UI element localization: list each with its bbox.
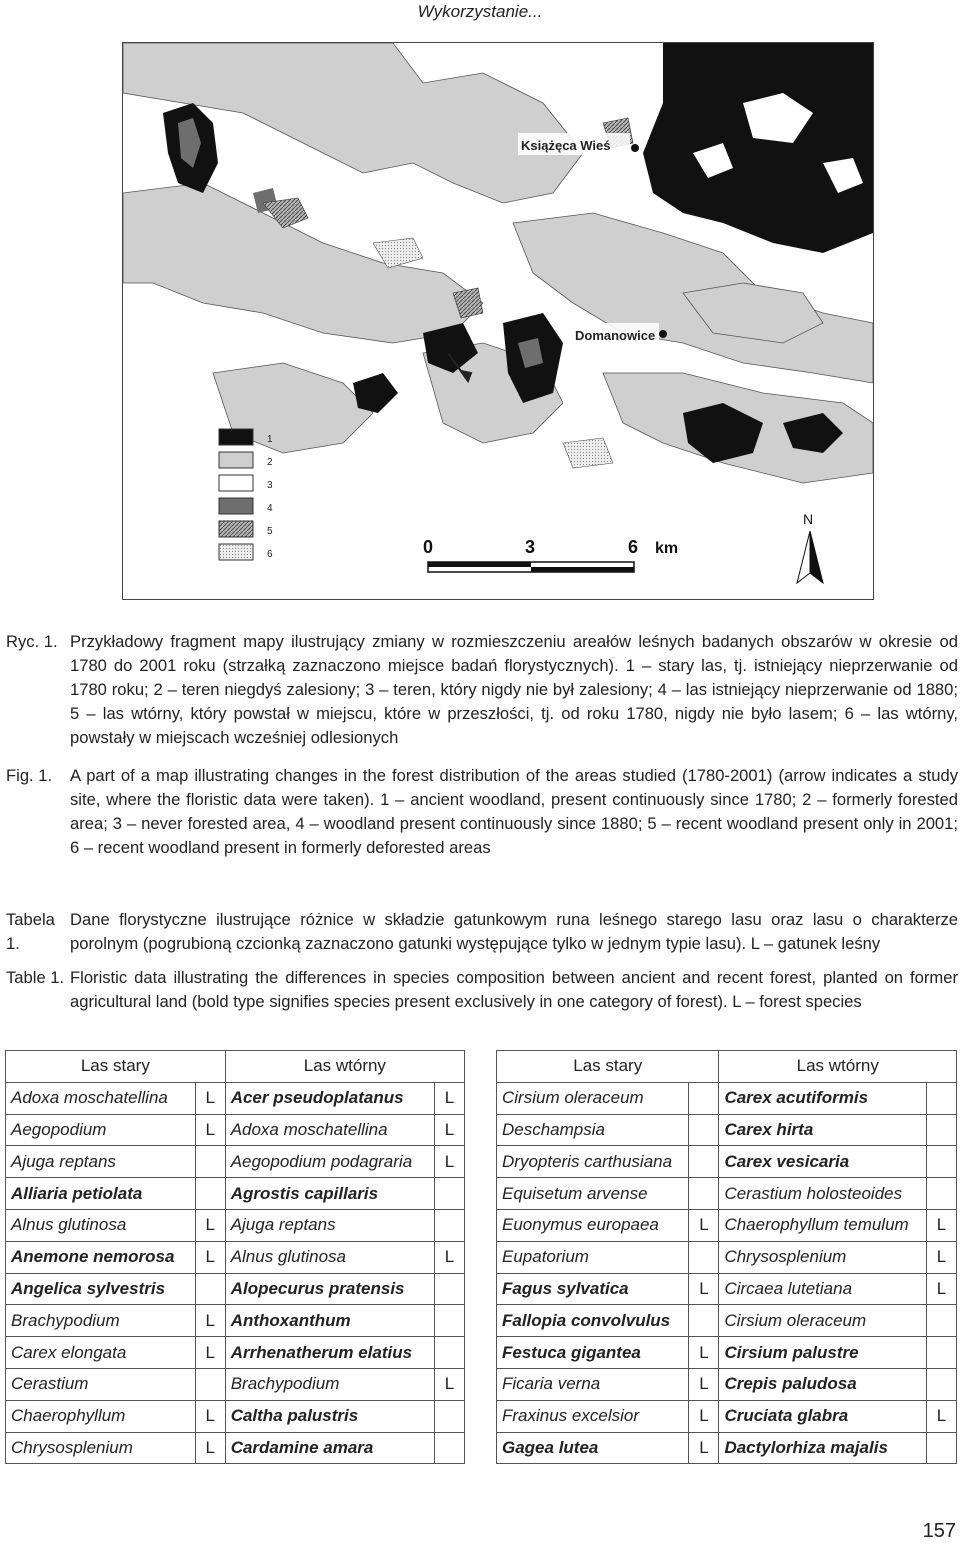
recent-forest-flag-cell bbox=[435, 1432, 465, 1464]
north-label: N bbox=[803, 511, 814, 527]
recent-forest-flag-cell: L bbox=[435, 1368, 465, 1400]
north-arrow-icon bbox=[797, 511, 823, 583]
ancient-species-cell: Anemone nemorosa bbox=[6, 1241, 196, 1273]
recent-forest-flag-cell: L bbox=[927, 1273, 957, 1305]
table-row bbox=[497, 1241, 957, 1273]
ancient-forest-flag-cell: L bbox=[689, 1337, 719, 1369]
recent-forest-flag-cell: L bbox=[927, 1400, 957, 1432]
table-row bbox=[497, 1082, 957, 1114]
ancient-species-cell: Dryopteris carthusiana bbox=[497, 1146, 689, 1178]
scale-label-0: 0 bbox=[423, 537, 434, 557]
recent-forest-flag-cell bbox=[927, 1114, 957, 1146]
table-caption-text: Dane florystyczne ilustrujące różnice w składzie gatunkowym runa leśnego starego lasu oraz lasu o charakterze porolnym (pogrubioną czcionką zaznaczono gatunki występujące tylko w jednym typie lasu). L – gatunek leśny bbox=[70, 910, 958, 953]
map-graphic bbox=[123, 43, 873, 599]
ancient-forest-flag-cell: L bbox=[689, 1273, 719, 1305]
recent-forest-flag-cell bbox=[927, 1432, 957, 1464]
table-row bbox=[6, 1114, 465, 1146]
table-row bbox=[6, 1082, 465, 1114]
ancient-species-cell: Gagea lutea bbox=[497, 1432, 689, 1464]
ancient-species-cell: Fraxinus excelsior bbox=[497, 1400, 689, 1432]
ancient-forest-flag-cell: L bbox=[689, 1209, 719, 1241]
table-caption-text: Floristic data illustrating the differences in species composition between ancient and recent forest, planted on former agricultural land (bold type signifies species present exclusively in one category of forest). L – forest species bbox=[70, 968, 958, 1011]
ancient-forest-flag-cell: L bbox=[195, 1114, 225, 1146]
recent-forest-flag-cell bbox=[927, 1368, 957, 1400]
recent-forest-flag-cell: L bbox=[435, 1114, 465, 1146]
recent-species-cell: Circaea lutetiana bbox=[719, 1273, 927, 1305]
recent-species-cell: Carex hirta bbox=[719, 1114, 927, 1146]
ancient-species-cell: Angelica sylvestris bbox=[6, 1273, 196, 1305]
ancient-forest-flag-cell: L bbox=[195, 1432, 225, 1464]
recent-forest-flag-cell: L bbox=[435, 1146, 465, 1178]
ancient-forest-flag-cell: L bbox=[195, 1305, 225, 1337]
table-caption-label: Tabela 1. bbox=[6, 910, 55, 953]
recent-species-cell: Dactylorhiza majalis bbox=[719, 1432, 927, 1464]
ancient-species-cell: Chrysosplenium bbox=[6, 1432, 196, 1464]
recent-forest-flag-cell bbox=[435, 1337, 465, 1369]
ancient-forest-flag-cell bbox=[689, 1114, 719, 1146]
table-row bbox=[6, 1305, 465, 1337]
recent-species-cell: Acer pseudoplatanus bbox=[225, 1082, 434, 1114]
figure-caption-english bbox=[6, 764, 958, 860]
table-row bbox=[6, 1400, 465, 1432]
ancient-species-cell: Fagus sylvatica bbox=[497, 1273, 689, 1305]
table-row bbox=[497, 1114, 957, 1146]
column-header-recent: Las wtórny bbox=[225, 1051, 464, 1083]
recent-forest-flag-cell bbox=[435, 1305, 465, 1337]
figure-caption-text: Przykładowy fragment mapy ilustrujący zmiany w rozmieszczeniu areałów leśnych badanych obszarów w okresie od 1780 do 2001 roku (strzałką zaznaczono miejsce badań florystycznych). 1 – stary las, tj. istniejący nieprzerwanie od 1780 roku; 2 – teren niegdyś zalesiony; 3 – teren, który nigdy nie był zalesiony; 4 – las istniejący nieprzerwanie od 1880; 5 – las wtórny, który powstał w miejscu, które w przeszłości, tj. od roku 1780, nigdy nie było lasem; 6 – las wtórny, powstały w miejscach wcześniej odlesionych bbox=[70, 632, 958, 747]
recent-species-cell: Cardamine amara bbox=[225, 1432, 434, 1464]
legend-label-1: 1 bbox=[267, 434, 273, 445]
recent-species-cell: Brachypodium bbox=[225, 1368, 434, 1400]
ancient-forest-flag-cell: L bbox=[195, 1082, 225, 1114]
table-row bbox=[6, 1273, 465, 1305]
ancient-species-cell: Cerastium bbox=[6, 1368, 196, 1400]
ancient-forest-flag-cell bbox=[195, 1368, 225, 1400]
scale-bar bbox=[423, 537, 678, 572]
ancient-species-cell: Alliaria petiolata bbox=[6, 1178, 196, 1210]
recent-forest-flag-cell bbox=[927, 1178, 957, 1210]
recent-forest-flag-cell bbox=[927, 1305, 957, 1337]
ancient-forest-flag-cell bbox=[689, 1146, 719, 1178]
legend-label-3: 3 bbox=[267, 480, 273, 491]
table-row bbox=[6, 1337, 465, 1369]
ancient-species-cell: Ficaria verna bbox=[497, 1368, 689, 1400]
recent-species-cell: Ajuga reptans bbox=[225, 1209, 434, 1241]
ancient-species-cell: Aegopodium bbox=[6, 1114, 196, 1146]
recent-species-cell: Aegopodium podagraria bbox=[225, 1146, 434, 1178]
ancient-forest-flag-cell bbox=[195, 1178, 225, 1210]
recent-species-cell: Anthoxanthum bbox=[225, 1305, 434, 1337]
ancient-forest-flag-cell: L bbox=[689, 1400, 719, 1432]
ancient-species-cell: Adoxa moschatellina bbox=[6, 1082, 196, 1114]
ancient-species-cell: Cirsium oleraceum bbox=[497, 1082, 689, 1114]
scale-label-6: 6 bbox=[628, 537, 639, 557]
map-legend bbox=[219, 429, 273, 560]
table-row bbox=[6, 1146, 465, 1178]
table-row bbox=[6, 1432, 465, 1464]
legend-label-2: 2 bbox=[267, 457, 273, 468]
table-row bbox=[497, 1337, 957, 1369]
legend-label-5: 5 bbox=[267, 526, 273, 537]
ancient-forest-flag-cell bbox=[689, 1305, 719, 1337]
recent-forest-flag-cell bbox=[435, 1273, 465, 1305]
table-caption-label: Table 1. bbox=[6, 968, 65, 987]
scale-label-3: 3 bbox=[525, 537, 536, 557]
ancient-forest-flag-cell: L bbox=[689, 1432, 719, 1464]
recent-species-cell: Carex acutiformis bbox=[719, 1082, 927, 1114]
table-row bbox=[6, 1178, 465, 1210]
ancient-species-cell: Eupatorium bbox=[497, 1241, 689, 1273]
ancient-forest-flag-cell: L bbox=[195, 1209, 225, 1241]
recent-species-cell: Crepis paludosa bbox=[719, 1368, 927, 1400]
ancient-forest-flag-cell: L bbox=[195, 1400, 225, 1432]
ancient-forest-flag-cell: L bbox=[195, 1241, 225, 1273]
recent-forest-flag-cell: L bbox=[927, 1241, 957, 1273]
ancient-species-cell: Alnus glutinosa bbox=[6, 1209, 196, 1241]
ancient-species-cell: Festuca gigantea bbox=[497, 1337, 689, 1369]
column-header-ancient: Las stary bbox=[6, 1051, 226, 1083]
ancient-species-cell: Equisetum arvense bbox=[497, 1178, 689, 1210]
recent-forest-flag-cell bbox=[435, 1178, 465, 1210]
table-row bbox=[497, 1146, 957, 1178]
ancient-forest-flag-cell: L bbox=[195, 1337, 225, 1369]
table-row bbox=[497, 1178, 957, 1210]
ancient-forest-flag-cell bbox=[689, 1241, 719, 1273]
table-row bbox=[6, 1241, 465, 1273]
table-row bbox=[497, 1400, 957, 1432]
recent-species-cell: Arrhenatherum elatius bbox=[225, 1337, 434, 1369]
recent-species-cell: Chrysosplenium bbox=[719, 1241, 927, 1273]
forest-change-map bbox=[122, 42, 874, 600]
recent-forest-flag-cell bbox=[927, 1337, 957, 1369]
recent-forest-flag-cell: L bbox=[435, 1241, 465, 1273]
recent-forest-flag-cell: L bbox=[927, 1209, 957, 1241]
ancient-species-cell: Ajuga reptans bbox=[6, 1146, 196, 1178]
ancient-species-cell: Carex elongata bbox=[6, 1337, 196, 1369]
column-header-ancient: Las stary bbox=[497, 1051, 719, 1083]
recent-species-cell: Cirsium palustre bbox=[719, 1337, 927, 1369]
ancient-forest-flag-cell bbox=[195, 1146, 225, 1178]
page-number: 157 bbox=[922, 1520, 956, 1542]
ancient-forest-flag-cell: L bbox=[689, 1368, 719, 1400]
ancient-species-cell: Chaerophyllum bbox=[6, 1400, 196, 1432]
ancient-species-cell: Brachypodium bbox=[6, 1305, 196, 1337]
town-label-domanowice: Domanowice bbox=[575, 328, 656, 343]
running-head: Wykorzystanie... bbox=[417, 2, 543, 21]
table-row bbox=[6, 1368, 465, 1400]
recent-species-cell: Cerastium holosteoides bbox=[719, 1178, 927, 1210]
recent-species-cell: Caltha palustris bbox=[225, 1400, 434, 1432]
recent-species-cell: Cruciata glabra bbox=[719, 1400, 927, 1432]
recent-species-cell: Cirsium oleraceum bbox=[719, 1305, 927, 1337]
town-label-ksiazeca-wies: Książęca Wieś bbox=[521, 138, 611, 153]
ancient-forest-flag-cell bbox=[689, 1178, 719, 1210]
table-row bbox=[497, 1273, 957, 1305]
scale-unit: km bbox=[655, 540, 679, 557]
table-row bbox=[497, 1432, 957, 1464]
ancient-species-cell: Fallopia convolvulus bbox=[497, 1305, 689, 1337]
species-table-left bbox=[5, 1050, 465, 1464]
figure-caption-label: Fig. 1. bbox=[6, 766, 53, 785]
recent-forest-flag-cell bbox=[435, 1400, 465, 1432]
figure-caption-label: Ryc. 1. bbox=[6, 632, 58, 651]
figure-caption-text: A part of a map illustrating changes in the forest distribution of the areas studied (1780-2001) (arrow indicates a study site, where the floristic data were taken). 1 – ancient woodland, present continuously since 1780; 2 – formerly forested area; 3 – never forested area, 4 – woodland present continuously since 1880; 5 – recent woodland present only in 2001; 6 – recent woodland present in formerly deforested areas bbox=[70, 766, 958, 857]
legend-label-4: 4 bbox=[267, 503, 273, 514]
ancient-species-cell: Deschampsia bbox=[497, 1114, 689, 1146]
recent-forest-flag-cell bbox=[927, 1082, 957, 1114]
recent-forest-flag-cell bbox=[927, 1146, 957, 1178]
column-header-recent: Las wtórny bbox=[719, 1051, 957, 1083]
ancient-species-cell: Euonymus europaea bbox=[497, 1209, 689, 1241]
figure-caption-polish bbox=[6, 630, 958, 750]
table-caption-english bbox=[6, 966, 958, 1014]
recent-species-cell: Agrostis capillaris bbox=[225, 1178, 434, 1210]
table-row bbox=[497, 1305, 957, 1337]
recent-species-cell: Carex vesicaria bbox=[719, 1146, 927, 1178]
species-table-right bbox=[496, 1050, 957, 1464]
table-caption-polish bbox=[6, 908, 958, 956]
ancient-forest-flag-cell bbox=[195, 1273, 225, 1305]
table-row bbox=[497, 1368, 957, 1400]
ancient-forest-flag-cell bbox=[689, 1082, 719, 1114]
table-row bbox=[497, 1209, 957, 1241]
recent-species-cell: Alnus glutinosa bbox=[225, 1241, 434, 1273]
recent-forest-flag-cell: L bbox=[435, 1082, 465, 1114]
recent-species-cell: Adoxa moschatellina bbox=[225, 1114, 434, 1146]
recent-species-cell: Chaerophyllum temulum bbox=[719, 1209, 927, 1241]
recent-forest-flag-cell bbox=[435, 1209, 465, 1241]
recent-species-cell: Alopecurus pratensis bbox=[225, 1273, 434, 1305]
table-row bbox=[6, 1209, 465, 1241]
legend-label-6: 6 bbox=[267, 549, 273, 560]
